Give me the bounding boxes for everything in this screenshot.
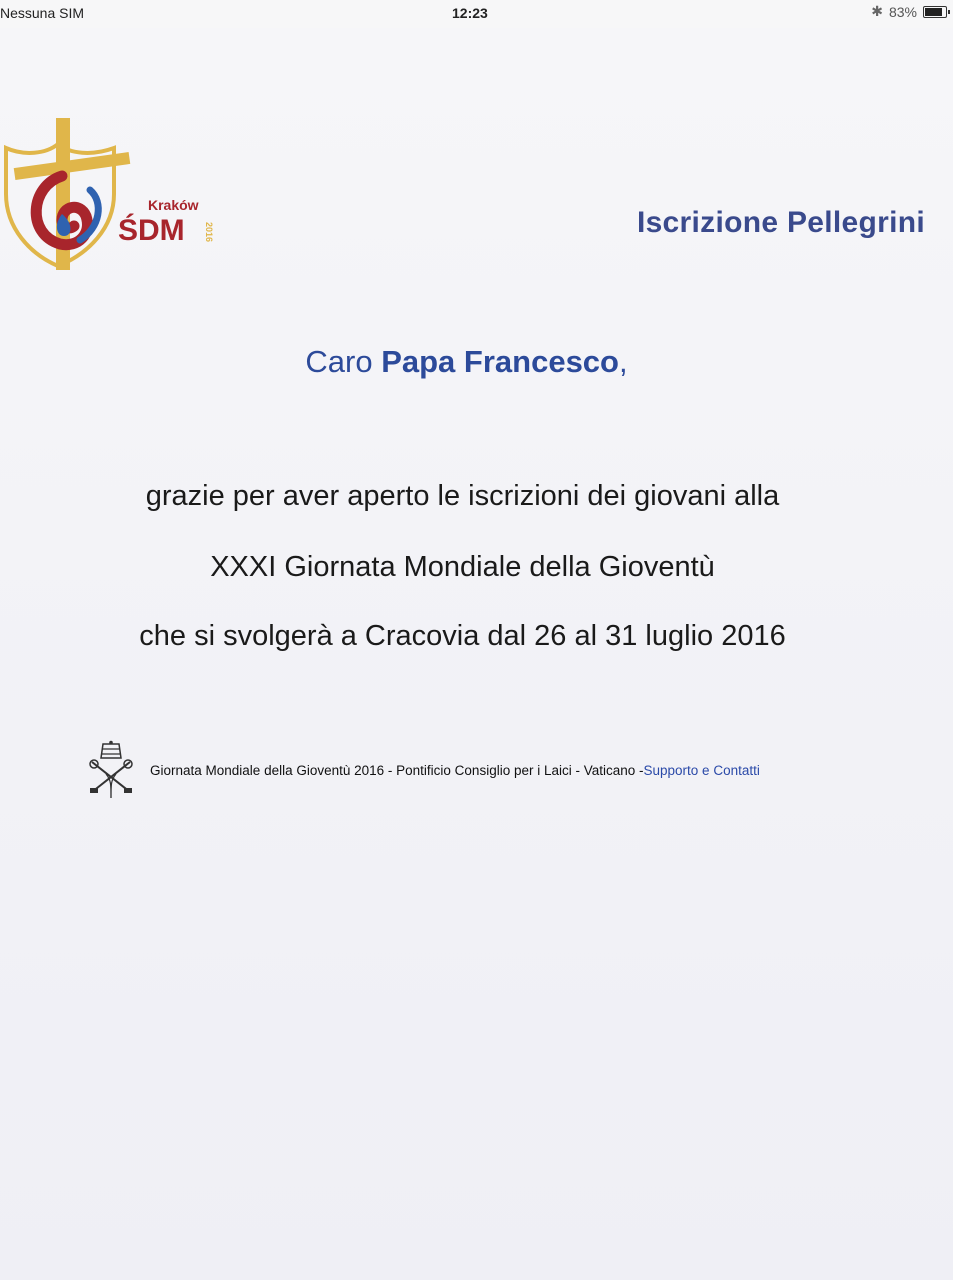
footer-text: Giornata Mondiale della Gioventù 2016 - Pontificio Consiglio per i Laici - Vaticano - bbox=[150, 762, 644, 778]
battery-icon bbox=[923, 6, 947, 18]
greeting-prefix: Caro bbox=[305, 344, 373, 379]
clock: 12:23 bbox=[452, 5, 488, 21]
logo-acronym-text: ŚDM bbox=[118, 214, 185, 247]
footer bbox=[86, 740, 760, 800]
status-bar bbox=[0, 0, 953, 28]
battery-percent: 83% bbox=[888, 3, 917, 20]
logo-city-text: Kraków bbox=[148, 197, 199, 213]
logo-year-text: 2016 bbox=[204, 222, 214, 243]
carrier-label: Nessuna SIM bbox=[0, 5, 85, 21]
page bbox=[0, 28, 953, 1280]
greeting-name: Papa Francesco bbox=[381, 344, 619, 379]
message-line-1: grazie per aver aperto le iscrizioni dei giovani alla bbox=[145, 480, 780, 512]
bluetooth-icon: ✱ bbox=[871, 3, 883, 19]
battery-fill bbox=[925, 8, 942, 16]
footer-text-wrap bbox=[150, 763, 760, 778]
vatican-emblem-icon bbox=[86, 740, 136, 800]
greeting-suffix: , bbox=[619, 344, 628, 379]
message-line-2: XXXI Giornata Mondiale della Gioventù bbox=[210, 551, 715, 583]
page-title: Iscrizione Pellegrini bbox=[636, 206, 925, 239]
status-right bbox=[871, 3, 947, 20]
message-line-3: che si svolgerà a Cracovia dal 26 al 31 luglio 2016 bbox=[139, 620, 786, 652]
sdm-krakow-logo[interactable] bbox=[0, 116, 220, 276]
greeting bbox=[0, 344, 933, 380]
support-contacts-link[interactable]: Supporto e Contatti bbox=[643, 762, 760, 778]
